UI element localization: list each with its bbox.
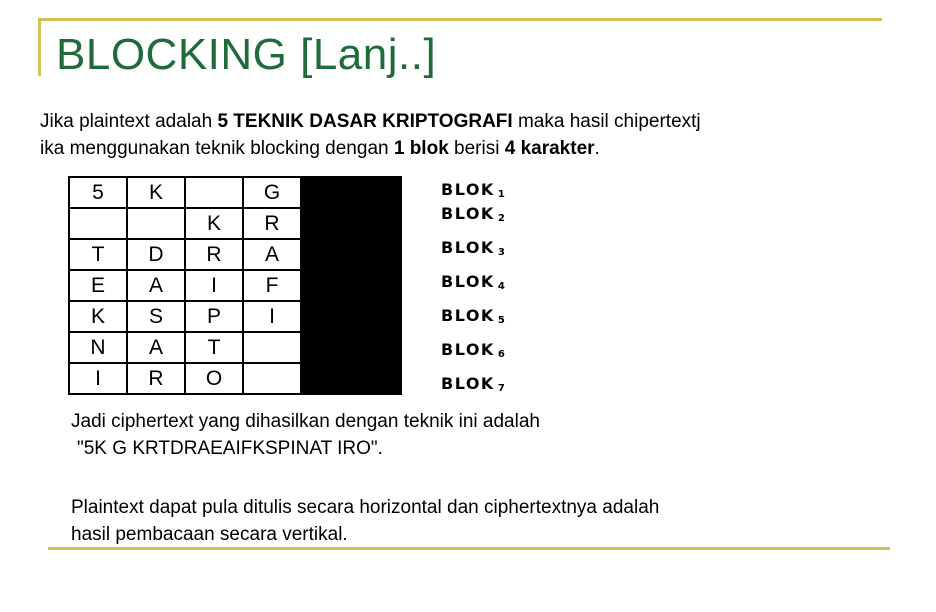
- table-cell: G: [243, 177, 301, 208]
- table-cell: N: [69, 332, 127, 363]
- block-number: 2: [497, 213, 505, 224]
- table-cell: S: [127, 301, 185, 332]
- table-cell: O: [185, 363, 243, 394]
- bottom-rule: [48, 547, 890, 550]
- table-cell: [69, 208, 127, 239]
- table-cell: D: [127, 239, 185, 270]
- block-label-text: BLOK: [441, 272, 495, 291]
- slide-title: BLOCKING [Lanj..]: [56, 30, 437, 79]
- block-label-text: BLOK: [441, 238, 495, 257]
- block-label: [441, 374, 505, 394]
- table-cell: [243, 332, 301, 363]
- table-cell: I: [69, 363, 127, 394]
- block-number: 5: [497, 315, 505, 326]
- table-cell: T: [185, 332, 243, 363]
- table-cell: [127, 208, 185, 239]
- table-cell: T: [69, 239, 127, 270]
- table-cell: [185, 177, 243, 208]
- table-cell: E: [69, 270, 127, 301]
- intro-text: .: [594, 138, 600, 159]
- table-row: [69, 177, 401, 208]
- block-label: [441, 204, 505, 224]
- table-cell: I: [185, 270, 243, 301]
- blocking-table: [68, 176, 402, 395]
- block-number: 6: [497, 349, 505, 360]
- block-label: [441, 340, 505, 360]
- table-cell: I: [243, 301, 301, 332]
- table-cell: R: [243, 208, 301, 239]
- note-text: Plaintext dapat pula ditulis secara horizontal dan ciphertextnya adalah: [71, 497, 660, 518]
- block-number: 7: [497, 383, 505, 394]
- intro-text: ika menggunakan teknik blocking dengan: [40, 138, 394, 159]
- top-rule: [38, 18, 882, 21]
- table-cell: P: [185, 301, 243, 332]
- block-label: [441, 272, 505, 292]
- intro-char-count: 4 karakter: [504, 138, 595, 159]
- intro-text: Jika plaintext adalah: [40, 111, 218, 132]
- intro-paragraph: [40, 108, 890, 162]
- table-cell: F: [243, 270, 301, 301]
- left-rule: [38, 18, 41, 76]
- block-number: 3: [497, 247, 505, 258]
- block-number: 4: [497, 281, 505, 292]
- table-cell: A: [127, 332, 185, 363]
- block-label: [441, 306, 505, 326]
- note-paragraph: [71, 494, 871, 548]
- block-label-text: BLOK: [441, 204, 495, 223]
- intro-text: maka hasil chipertextj: [512, 111, 701, 132]
- block-label: [441, 238, 505, 258]
- black-column: [301, 177, 401, 394]
- ciphertext-value: "5K G KRTDRAEAIFKSPINAT IRO".: [77, 438, 383, 459]
- intro-text: berisi: [448, 138, 505, 159]
- block-label-text: BLOK: [441, 374, 495, 393]
- result-paragraph: [71, 408, 540, 462]
- block-label-text: BLOK: [441, 306, 495, 325]
- table-cell: 5: [69, 177, 127, 208]
- result-text: Jadi ciphertext yang dihasilkan dengan teknik ini adalah: [71, 411, 540, 432]
- block-label: [441, 180, 505, 200]
- table-cell: K: [69, 301, 127, 332]
- table-cell: A: [127, 270, 185, 301]
- block-label-text: BLOK: [441, 340, 495, 359]
- table-cell: R: [185, 239, 243, 270]
- table-cell: R: [127, 363, 185, 394]
- table-cell: A: [243, 239, 301, 270]
- intro-block-count: 1 blok: [393, 138, 449, 159]
- table-cell: K: [185, 208, 243, 239]
- table-cell: K: [127, 177, 185, 208]
- block-number: 1: [497, 189, 505, 200]
- note-text: hasil pembacaan secara vertikal.: [71, 524, 348, 545]
- block-label-text: BLOK: [441, 180, 495, 199]
- table-cell: [243, 363, 301, 394]
- intro-plaintext: 5 TEKNIK DASAR KRIPTOGRAFI: [217, 111, 513, 132]
